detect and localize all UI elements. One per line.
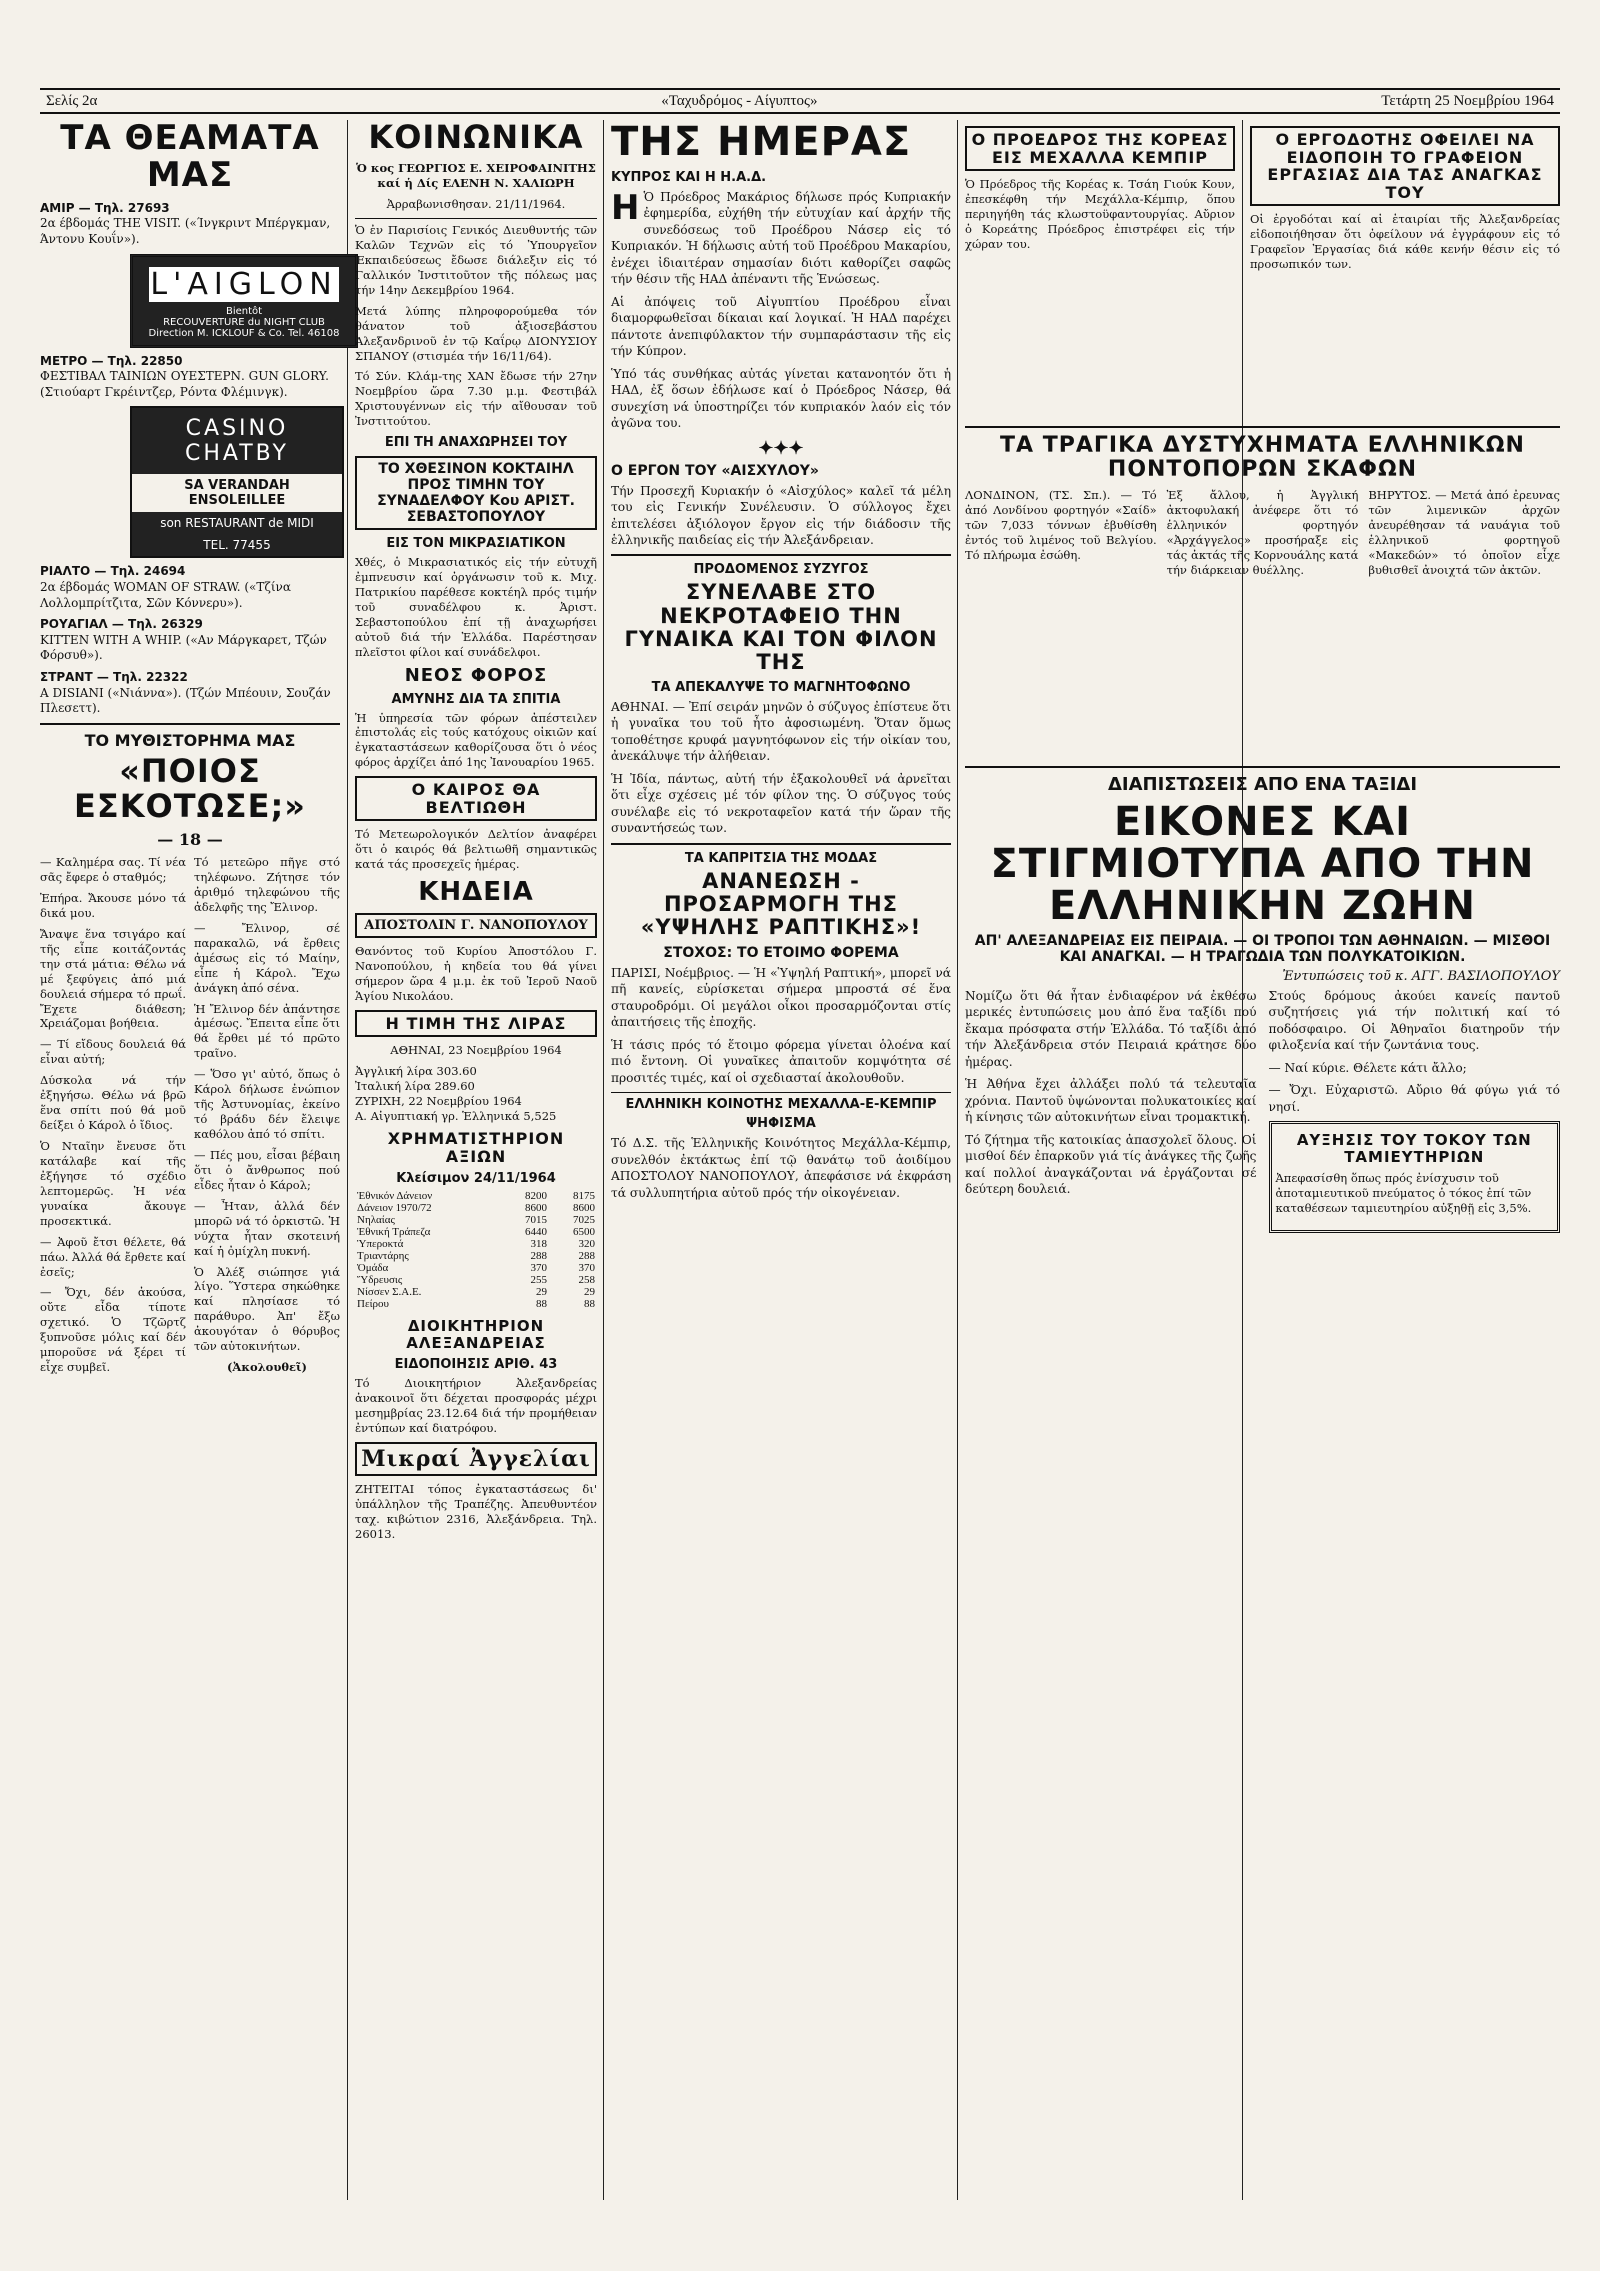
novel-col-right [194, 855, 340, 1381]
exchange-price: 6500 [573, 1226, 595, 1239]
exchange-security: Ὑπεροκτά [357, 1238, 404, 1251]
travel-section [965, 760, 1560, 1239]
wedding-status: Ἀρραβωνισθησαν. 21/11/1964. [386, 197, 566, 212]
exchange-row [355, 1214, 597, 1226]
price-row: Ἀγγλική λίρα 303.60 [355, 1064, 477, 1079]
price-row: Α. Αἰγυπτιακή γρ. Ἑλληνικά 5,525 [355, 1108, 557, 1123]
exchange-security: Δάνειον 1970/72 [357, 1202, 432, 1215]
exchange-price: 6440 [525, 1226, 548, 1239]
weather-head: Ο ΚΑΙΡΟΣ ΘΑ ΒΕΛΤΙΩΘΗ [355, 776, 597, 821]
employer-text: Οἱ ἐργοδόται καί αἱ ἑταιρίαι τῆς Ἀλεξανδρείας εἰδοποιήθησαν ὅτι ὀφείλουν νά ἐγγράφουν εἰς τό Γραφεῖον Ἐργασίας διά κάθε κενήν θέσιν εἰς τό προσωπικόν των. [1250, 212, 1560, 272]
fashion-paragraph: ΠΑΡΙΣΙ, Νοέμβριος. — Ἡ «Ὑψηλή Ραπτική», μπορεῖ νά πῆ κανείς, εὑρίσκεται σήμερα μπροστά σέ ἕνα σταυροδρόμι. Οἱ μεγάλοι οἶκοι προσαρμόζονται στίς ἀπαιτήσεις τῆς ἐποχῆς. [611, 965, 951, 1030]
novel-paragraph: — Τί εἴδους δουλειά θά εἶναι αὐτή; [40, 1037, 186, 1067]
novel-paragraph: Ὁ Ἀλέξ σιώπησε γιά λίγο. Ὕστερα σηκώθηκε καί πλησίασε τό παράθυρο. Ἀπ' ἔξω ἀκουγόταν ὁ θόρυβος τῶν αὐτοκινήτων. [194, 1264, 340, 1354]
travel-kicker: ΔΙΑΠΙΣΤΩΣΕΙΣ ΑΠΟ ΕΝΑ ΤΑΞΙΔΙ [1107, 774, 1418, 795]
price-head: Η ΤΙΜΗ ΤΗΣ ΛΙΡΑΣ [355, 1010, 597, 1038]
betrayed-kicker: ΠΡΟΔΟΜΕΝΟΣ ΣΥΖΥΓΟΣ [693, 562, 869, 578]
aiglon-line: Bientôt [225, 305, 263, 317]
travel-paragraph: Στούς δρόμους ἀκούει κανείς παντοῦ συζητήσεις γιά τήν πολιτική καί τό ποδόσφαιρο. Οἱ Ἀθηναῖοι διατηροῦν τήν φιλοξενία καί τήν ζωντάνια τους. [1268, 989, 1560, 1053]
novel-paragraph: — Ἔλινορ, σέ παρακαλῶ, νά ἔρθεις ἀμέσως εἰς τό Μαίην, εἶπε ἡ Κάρολ. Ἔχω ἀνάγκη ἀπό σένα. [194, 920, 340, 995]
cocktail-title: ΤΟ ΧΘΕΣΙΝΟΝ ΚΟΚΤΑΙΗΛ ΠΡΟΣ ΤΙΜΗΝ ΤΟΥ ΣΥΝΑΔΕΛΦΟΥ Κου ΑΡΙΣΤ. ΣΕΒΑΣΤΟΠΟΥΛΟΥ [355, 456, 597, 530]
exchange-head: ΧΡΗΜΑΤΙΣΤΗΡΙΟΝ ΑΞΙΩΝ [387, 1128, 565, 1166]
cocktail-sub: ΕΙΣ ΤΟΝ ΜΙΚΡΑΣΙΑΤΙΚΟΝ [386, 536, 566, 552]
society-item: Τό Σύν. Κλάμ-της ΧΑΝ ἔδωσε τήν 27ην Νοεμβρίου ὥρα 7.30 μ.μ. Φεστιβάλ Χριστουγέννων εἰς τήν αἴθουσαν τοῦ Ἰνστιτούτου. [355, 369, 597, 429]
travel-col [965, 988, 1257, 1239]
price-row: Ἰταλική λίρα 289.60 [355, 1079, 475, 1094]
drop-cap: Η [611, 188, 640, 228]
novel-paragraph: Ἄναψε ἕνα τσιγάρο καί τῆς εἶπε κοιτάζοντάς την στά μάτια: Θέλω νά μέ ξεφύγεις ἀπό μιά δουλειά σήμερα τό πρωΐ. Ἔχετε διάθεση; Χρειάζομαι βοήθεια. [40, 926, 186, 1031]
classifieds-text: ΖΗΤΕΙΤΑΙ τόπος ἐγκαταστάσεως δι' ὑπάλληλον τῆς Τραπέζης. Ἀπευθυντέον ταχ. κιβώτιον 2316, Ἀλεξάνδρεια. Τηλ. 26013. [355, 1482, 597, 1541]
fashion-paragraph: Ἡ τάσις πρός τό ἕτοιμο φόρεμα γίνεται ὁλοένα καί πιό ἔντονη. Οἱ γυναῖκες ἀπαιτοῦν κομψότητα σέ προσιτές τιμές, καί οἱ σχεδιασταί ἀκολουθοῦν. [611, 1037, 951, 1085]
aiglon-line: Direction M. ICKLOUF & Co. Tel. 46108 [148, 327, 340, 339]
exchange-row [355, 1286, 597, 1298]
exchange-security: Νίσσεν Σ.Α.Ε. [357, 1286, 422, 1299]
divider [965, 766, 1560, 768]
society-title: ΚΟΙΝΩΝΙΚΑ [368, 118, 584, 156]
novel-title: «ΠΟΙΟΣ ΕΣΚΟΤΩΣΕ;» [74, 751, 306, 825]
novel-body [40, 855, 340, 1381]
exchange-row [355, 1298, 597, 1310]
betrayed-title: ΣΥΝΕΛΑΒΕ ΣΤΟ ΝΕΚΡΟΤΑΦΕΙΟ ΤΗΝ ΓΥΝΑΙΚΑ ΚΑΙ ΤΟΝ ΦΙΛΟΝ ΤΗΣ [624, 580, 938, 674]
column-today [611, 120, 951, 1207]
listing-name: ΡΙΑΛΤΟ — Τηλ. 24694 [40, 564, 186, 579]
exchange-row [355, 1274, 597, 1286]
betrayed-paragraph: ΑΘΗΝΑΙ. — Ἐπί σειράν μηνῶν ὁ σύζυγος ἐπίστευε ὅτι ἡ γυναῖκα του τοῦ ἦτο ἀφοσιωμένη. Ὅταν ὅμως τοποθέτησε κρυφά μαγνητόφωνον εἰς τήν οἰκίαν του, ἀνεκάλυψε τήν ἀλήθειαν. [611, 699, 951, 764]
exchange-row [355, 1202, 597, 1214]
novel-paragraph: — Ὄχι, δέν ἀκούσα, οὔτε εἶδα τίποτε σχετικό. Ὁ Τζῶρτζ ξυπνοῦσε μόλις καί δέν μποροῦσε νά ξέρει τί εἶχε συμβεῖ. [40, 1285, 186, 1375]
aeschylus-head: Ο ΕΡΓΟΝ ΤΟΥ «ΑΙΣΧΥΛΟΥ» [611, 462, 819, 479]
travel-sub: ΑΠ' ΑΛΕΞΑΝΔΡΕΙΑΣ ΕΙΣ ΠΕΙΡΑΙΑ. — ΟΙ ΤΡΟΠΟΙ ΤΩΝ ΑΘΗΝΑΙΩΝ. — ΜΙΣΘΟΙ ΚΑΙ ΑΝΑΓΚΑΙ. — Η ΤΡΑΓΩΔΙΑ ΤΩΝ ΠΟΛΥΚΑΤΟΙΚΙΩΝ. [974, 933, 1551, 965]
exchange-table [355, 1190, 597, 1310]
exchange-security: Ὕδρευσις [357, 1274, 403, 1287]
listing-name: ΣΤΡΑΝΤ — Τηλ. 22322 [40, 669, 188, 684]
exchange-price: 29 [584, 1286, 595, 1299]
listing-name: ΑΜΙΡ — Τηλ. 27693 [40, 200, 170, 215]
aiglon-ad [130, 254, 358, 348]
aiglon-line: RECOUVERTURE du NIGHT CLUB [163, 316, 325, 328]
novel-paragraph: Ὁ Νταῖην ἔνευσε ὅτι κατάλαβε καί τῆς ἐξήγησε τό σχέδιο λεπτομερῶς. Ἡ νέα γυναίκα ἄκουγε προσεκτικά. [40, 1139, 186, 1228]
divider [965, 426, 1560, 428]
listing-detail: 2α έβδομάς WOMAN OF STRAW. («Τζίνα Λολλομπρίτζιτα, Σῶν Κόννερυ»). [40, 579, 291, 610]
classifieds-head: Μικραί Ἀγγελίαι [355, 1442, 597, 1476]
weather-text: Τό Μετεωρολογικόν Δελτίον ἀναφέρει ὅτι ὁ καιρός θά βελτιωθῆ σημαντικῶς κατά τάς προσεχεῖς ἡμέρας. [355, 827, 597, 872]
shipwreck-section [965, 420, 1560, 584]
exchange-row [355, 1262, 597, 1274]
funeral-text: Θανόντος τοῦ Κυρίου Ἀποστόλου Γ. Νανοπούλου, ἡ κηδεία του θά γίνει σήμερον ὥρα 4 μ.μ. ἐκ τοῦ Ἱεροῦ Ναοῦ Ἁγίου Νικολάου. [355, 943, 597, 1003]
cyprus-paragraph: Αἱ ἀπόψεις τοῦ Αἰγυπτίου Προέδρου εἶναι διαμορφωθεῖσαι δίκαιαι καί λογικαί. Ἡ ΗΑΔ παρέχει πάντοτε ἀνεπιφύλακτον τήν συμπαράστασιν τῆς εἰς τήν Κύπρον. [611, 294, 951, 359]
court-sub: ΕΙΔΟΠΟΙΗΣΙΣ ΑΡΙΘ. 43 [394, 1357, 558, 1373]
exchange-price: 8200 [525, 1190, 548, 1203]
novel-paragraph: — Ἦταν, ἀλλά δέν μπορῶ νά τό ὁρκιστῶ. Ἡ νύχτα ἦταν σκοτεινή καί ἡ ὀμίχλη πυκνή. [194, 1198, 340, 1258]
price-row: ΖΥΡΙΧΗ, 22 Νοεμβρίου 1964 [355, 1094, 522, 1109]
funeral-head: ΚΗΔΕΙΑ [418, 877, 534, 908]
association-head: ΕΛΛΗΝΙΚΗ ΚΟΙΝΟΤΗΣ ΜΕΧΑΛΛΑ-Ε-ΚΕΜΠΙΡ [625, 1097, 937, 1113]
fashion-title: ΑΝΑΝΕΩΣΗ - ΠΡΟΣΑΡΜΟΓΗ ΤΗΣ «ΥΨΗΛΗΣ ΡΑΠΤΙΚΗΣ»! [640, 868, 922, 939]
novel-paragraph: Ἐπήρα. Ἄκουσε μόνο τά δικά μου. [40, 890, 186, 920]
travel-col [1269, 988, 1561, 1239]
travel-paragraph: — Ναί κύριε. Θέλετε κάτι ἄλλο; [1268, 1060, 1467, 1075]
novel-episode: — 18 — [157, 830, 223, 850]
association-text: Τό Δ.Σ. τῆς Ἑλληνικῆς Κοινότητος Μεχάλλα-Κέμπιρ, συνελθόν ἐκτάκτως ἐπί τῷ θανάτῳ τοῦ ἀοιδίμου ΑΠΟΣΤΟΛΟΥ ΝΑΝΟΠΟΥΛΟΥ, ἀπεφάσισε νά ἐκφράση τά συλλυπητήρια αὐτοῦ πρός τήν οἰκογένειαν. [611, 1136, 951, 1200]
exchange-date: Κλείσιμον 24/11/1964 [396, 1171, 556, 1187]
interest-text: Ἀπεφασίσθη ὅπως πρός ἐνίσχυσιν τοῦ ἀποταμιευτικοῦ πνεύματος ὁ τόκος ἐπί τῶν καταθέσεων ταμιευτηρίου αὐξηθῇ εἰς 3,5%. [1275, 1171, 1532, 1216]
exchange-price: 288 [578, 1250, 595, 1263]
court-head: ΔΙΟΙΚΗΤΗΡΙΟΝ ΑΛΕΞΑΝΔΡΕΙΑΣ [406, 1317, 546, 1352]
travel-body [965, 988, 1560, 1239]
exchange-security: Πείρου [357, 1298, 389, 1311]
novel-continued: (Ἀκολουθεῖ) [226, 1360, 308, 1375]
shipwreck-body [965, 488, 1560, 584]
exchange-price: 288 [530, 1250, 548, 1263]
exchange-row [355, 1250, 597, 1262]
newtax-head: ΝΕΟΣ ΦΟΡΟΣ [404, 664, 548, 686]
today-title: ΤΗΣ ΗΜΕΡΑΣ [611, 119, 912, 165]
exchange-security: Ὁμάδα [357, 1262, 389, 1275]
exchange-row [355, 1238, 597, 1250]
novel-kicker: ΤΟ ΜΥΘΙΣΤΟΡΗΜΑ ΜΑΣ [84, 730, 296, 750]
column-korea [965, 120, 1235, 258]
travel-byline: Ἐντυπώσεις τοῦ κ. ΑΓΓ. ΒΑΣΙΛΟΠΟΥΛΟΥ [1282, 969, 1560, 984]
shipwreck-title: ΤΑ ΤΡΑΓΙΚΑ ΔΥΣΤΥΧΗΜΑΤΑ ΕΛΛΗΝΙΚΩΝ ΠΟΝΤΟΠΟΡΩΝ ΣΚΑΦΩΝ [1000, 433, 1525, 483]
exchange-security: Νηλαίας [357, 1214, 395, 1227]
column-rule [347, 120, 348, 2200]
korea-text: Ὁ Πρόεδρος τῆς Κορέας κ. Τσάη Γιούκ Κουν, ἐπεσκέφθη τήν Μεχάλλα-Κέμπιρ, ὅπου περιηγήθη τάς κλωστοϋφαντουργίας. Αὔριον ὁ Κορεάτης Πρόεδρος ἐπιστρέφει εἰς τήν χώραν του. [965, 177, 1235, 251]
fashion-kicker: ΤΑ ΚΑΠΡΙΤΣΙΑ ΤΗΣ ΜΟΔΑΣ [684, 850, 878, 866]
listing-rialto [40, 564, 340, 611]
exchange-price: 370 [578, 1262, 595, 1275]
shipwreck-paragraph: Ἐξ ἄλλου, ἡ Ἀγγλική ἀκτοφυλακή ἀνέφερε ὅτι τό ἑλληνικόν φορτηγόν «Ἀρχάγγελος» προσήραξε εἰς τάς ἀκτάς τῆς Κορνουάλης κατά τήν διάρκειαν θυέλλης. [1166, 488, 1359, 578]
exchange-price: 370 [530, 1262, 548, 1275]
listing-metro [40, 354, 340, 401]
funeral-name: ΑΠΟΣΤΟΛΙΝ Γ. ΝΑΝΟΠΟΥΛΟΥ [355, 913, 597, 938]
novel-paragraph: — Ὅσο γι' αὐτό, ὅπως ὁ Κάρολ δήλωσε ἐνώπιον τῆς Ἀστυνομίας, ἐκείνο τό βράδυ δέν ἔλειψε καθόλου ἀπό τό σπίτι. [194, 1067, 340, 1141]
listing-name: ΡΟΥΑΓΙΑΛ — Τηλ. 26329 [40, 617, 203, 632]
issue-date: Τετάρτη 25 Νοεμβρίου 1964 [1381, 92, 1554, 109]
novel-paragraph: Τό μετεῶρο πῆγε στό τηλέφωνο. Ζήτησε τόν ἀριθμό τηλεφώνου τῆς ἀδελφῆς της Ἔλινορ. [194, 855, 340, 914]
employer-title: Ο ΕΡΓΟΔΟΤΗΣ ΟΦΕΙΛΕΙ ΝΑ ΕΙΔΟΠΟΙΗ ΤΟ ΓΡΑΦΕΙΟΝ ΕΡΓΑΣΙΑΣ ΔΙΑ ΤΑΣ ΑΝΑΓΚΑΣ ΤΟΥ [1250, 126, 1560, 206]
listing-detail: 2α έβδομάς THE VISIT. («Ίνγκριντ Μπέργκμαν, Άντονυ Κουΐν»). [40, 216, 331, 246]
listing-amir [40, 201, 340, 248]
newtax-text: Ἡ ὑπηρεσία τῶν φόρων ἀπέστειλεν ἐπιστολάς εἰς τούς κατόχους οἰκιῶν καί ἐγκαταστάσεων καθορίζουσα ὅτι ὁ νέος φόρος ἀρχίζει ἀπό 1ης Ἰανουαρίου 1965. [355, 710, 597, 770]
novel-paragraph: Δύσκολα νά τήν ἐξηγήσω. Θέλω νά βρῶ ἕνα σπίτι πού θά μοῦ δείξει ὁ Κάρολ ὁ ἴδιος. [40, 1073, 186, 1133]
novel-paragraph: — Ἀφοῦ ἔτσι θέλετε, θά πάω. Ἀλλά θά ἔρθετε καί ἐσεῖς; [40, 1234, 186, 1279]
listing-name: ΜΕΤΡΟ — Τηλ. 22850 [40, 353, 183, 368]
casino-line: son RESTAURANT de MIDI [132, 512, 342, 534]
cyprus-paragraph: Ὁ Πρόεδρος Μακάριος δήλωσε πρός Κυπριακήν ἐφημερίδα, εὐχήθη τήν εὐτυχίαν καί ἀρχήν τῆς συνεδόσεως τοῦ Προέδρου Νάσερ εἰς τό Κυπριακόν. Ἡ δήλωσις αὐτή τοῦ Προέδρου Μακαρίου, ἐνέχει ἰδιαιτέραν σημασίαν διότι καθορίζει σαφῶς τήν θέσιν τῆς ΗΑΔ ἀπέναντι τῆς Ἑνώσεως. [611, 190, 951, 287]
shipwreck-paragraph: ΛΟΝΔΙΝΟΝ, (ΤΣ. Σπ.). — Τό ἀπό Λονδίνου φορτηγόν «Σαίδ» τῶν 7,033 τόννων ἐβυθίσθη ἐντός τοῦ λιμένος τοῦ Βελγίου. Τό πλήρωμα ἐσώθη. [965, 488, 1157, 563]
divider [40, 723, 340, 725]
society-item: Ὁ ἐν Παρισίοις Γενικός Διευθυντής τῶν Καλῶν Τεχνῶν εἰς τό Ὑπουργεῖον Ἐκπαιδεύσεως ἔδωσε διάλεξιν εἰς τό Γαλλικόν Ἰνστιτοῦτον τῆς πόλεως μας τήν 14ην Δεκεμβρίου 1964. [355, 223, 597, 297]
exchange-security: Ἐθνική Τράπεζα [357, 1226, 431, 1239]
travel-paragraph: Ἡ Ἀθήνα ἔχει ἀλλάξει πολύ τά τελευταῖα χρόνια. Παντοῦ ὑψώνονται πολυκατοικίες καί ἡ κίνησις τῶν αὐτοκινήτων εἶναι τρομακτική. [965, 1077, 1257, 1125]
divider [355, 218, 597, 219]
exchange-price: 88 [536, 1298, 548, 1311]
cyprus-paragraph: Ὑπό τάς συνθήκας αὐτάς γίνεται κατανοητόν ὅτι ἡ ΗΑΔ, ἐξ ὅσων ἐδήλωσε καί ὁ Πρόεδρος Νάσερ, θά συνεχίση νά ὑποστηρίζει τόν κυπριακόν λαόν εἰς τόν ἀγῶνα του. [611, 366, 951, 431]
listing-royal [40, 617, 340, 664]
novel-paragraph: — Πές μου, εἶσαι βέβαιη ὅτι ὁ ἄνθρωπος πού εἶδες ἦταν ὁ Κάρολ; [194, 1147, 340, 1192]
exchange-price: 258 [578, 1274, 595, 1287]
exchange-price: 318 [530, 1238, 548, 1251]
interest-title: ΑΥΞΗΣΙΣ ΤΟΥ ΤΟΚΟΥ ΤΩΝ ΤΑΜΙΕΥΤΗΡΙΩΝ [1296, 1131, 1532, 1166]
exchange-price: 320 [578, 1238, 595, 1251]
theatres-title: ΤΑ ΘΕΑΜΑΤΑ ΜΑΣ [60, 118, 320, 196]
cocktail-text: Χθές, ὁ Μικρασιατικός εἰς τήν εὐτυχῆ ἐμπνευσιν καί ὀργάνωσιν τοῦ κ. Μιχ. Πατρικίου παρέθεσε κοκτέηλ πρός τιμήν τοῦ συναδέλφου κ. Ἀριστ. Σεβαστοπούλου ἐπί τῇ ἀναχωρήσει αὐτοῦ διά τήν Ἑλλάδα. Παρέστησαν πλεῖστοι φίλοι καί συνάδελφοι. [355, 555, 597, 659]
exchange-price: 255 [530, 1274, 548, 1287]
travel-paragraph: Τό ζήτημα τῆς κατοικίας ἀπασχολεῖ ὅλους. Οἱ μισθοί δέν ἐπαρκοῦν γιά τίς ἀνάγκες τῆς ζωῆς καί πολλοί ἀναγκάζονται νά ἐργάζονται σέ δεύτερη δουλειά. [965, 1132, 1257, 1197]
column-society [355, 120, 597, 1548]
ornament-icon: ✦✦✦ [758, 437, 804, 459]
listing-strand [40, 670, 340, 717]
travel-paragraph: — Ὄχι. Εὐχαριστῶ. Αὔριο θά φύγω γιά τό νησί. [1268, 1083, 1560, 1114]
divider [611, 554, 951, 556]
masthead [40, 88, 1560, 114]
listing-detail: KITTEN WITH A WHIP. («Αν Μάργκαρετ, Τζών Φόρσυθ»). [40, 632, 327, 663]
casino-chatby-ad [130, 406, 344, 558]
exchange-price: 8175 [573, 1190, 595, 1203]
exchange-row [355, 1190, 597, 1202]
listing-detail: ΦΕΣΤΙΒΑΛ ΤΑΙΝΙΩΝ ΟΥΕΣΤΕΡΝ. GUN GLORY. (Στιούαρτ Γκρέιντζερ, Ρόντα Φλέμινγκ). [40, 369, 329, 399]
column-rule [957, 120, 958, 2200]
column-employer [1250, 120, 1560, 278]
shipwreck-paragraph: ΒΗΡΥΤΟΣ. — Μετά ἀπό ἐρευνας τῶν λιμενικῶν ἀρχῶν ἀνευρέθησαν τά ναυάγια τοῦ ἑλληνικοῦ φορτηγοῦ «Μακεδών» τό ὁποῖον εἶχε βυθισθεῖ ἀνοιχτά τῶν ἀκτῶν. [1368, 488, 1561, 578]
page-number: Σελίς 2α [46, 92, 98, 109]
fashion-sub: ΣΤΟΧΟΣ: ΤΟ ΕΤΟΙΜΟ ΦΟΡΕΜΑ [663, 944, 899, 961]
travel-title: ΕΙΚΟΝΕΣ ΚΑΙ ΣΤΙΓΜΙΟΤΥΠΑ ΑΠΟ ΤΗΝ ΕΛΛΗΝΙΚΗΝ ΖΩΗΝ [990, 799, 1535, 929]
wedding-names: Ὁ κος ΓΕΩΡΓΙΟΣ Ε. ΧΕΙΡΟΦΑΙΝΙΤΗΣ καί ἡ Δίς ΕΛΕΝΗ Ν. ΧΑΛΙΩΡΗ [356, 161, 596, 191]
cyprus-head: ΚΥΠΡΟΣ ΚΑΙ Η Η.Α.Δ. [611, 170, 767, 185]
society-item: Μετά λύπης πληροφορούμεθα τόν θάνατον τοῦ ἀξιοσεβάστου Ἀλεξανδρινοῦ ἐν τῷ Καΐρῳ ΔΙΟΝΥΣΙΟΥ ΣΠΑΝΟΥ (στισμέα τήν 16/11/64). [355, 303, 597, 363]
novel-paragraph: — Καλημέρα σας. Τί νέα σᾶς ἔφερε ὁ σταθμός; [40, 855, 186, 884]
novel-paragraph: Ἡ Ἔλινορ δέν ἀπάντησε ἀμέσως. Ἔπειτα εἶπε ὅτι θά ἔρθει μέ τό πρῶτο τραῖνο. [194, 1001, 340, 1061]
court-text: Τό Διοικητήριον Ἀλεξανδρείας ἀνακοινοῖ ὅτι δέχεται προσφοράς μέχρι μεσημβρίας 23.12.64 διά τήν προμήθειαν ἐντύπων καί διατρόφου. [355, 1376, 597, 1435]
column-theatres-novel [40, 120, 340, 1381]
exchange-row [355, 1226, 597, 1238]
listing-detail: A DISIANI («Νιάννα»). (Τζών Μπέουιν, Σουζάν Πλεσεττ). [40, 685, 331, 716]
exchange-price: 8600 [525, 1202, 548, 1215]
betrayed-sub: ΤΑ ΑΠΕΚΑΛΥΨΕ ΤΟ ΜΑΓΝΗΤΟΦΩΝΟ [651, 679, 911, 695]
novel-col-left [40, 855, 186, 1381]
price-date: ΑΘΗΝΑΙ, 23 Νοεμβρίου 1964 [390, 1043, 562, 1058]
exchange-price: 7015 [525, 1214, 548, 1227]
divider [611, 1092, 951, 1093]
exchange-price: 8600 [573, 1202, 595, 1215]
exchange-price: 29 [536, 1286, 548, 1299]
casino-line: TEL. 77455 [132, 534, 342, 556]
return-head: ΕΠΙ ΤΗ ΑΝΑΧΩΡΗΣΕΙ ΤΟΥ [384, 435, 568, 451]
interest-box [1269, 1121, 1561, 1233]
paper-name: «Ταχυδρόμος - Αίγυπτος» [661, 92, 818, 109]
travel-paragraph: Νομίζω ὅτι θά ἦταν ἐνδιαφέρον νά ἐκθέσω μερικές ἐντυπώσεις μου ἀπό ἕνα ταξίδι πού ἔκαμα πρόσφατα στήν Ἑλλάδα. Τό ταξίδι ἀπό τήν Ἀλεξάνδρεια στόν Πειραιά κράτησε δύο ἡμέρας. [965, 989, 1257, 1069]
newtax-sub: ΑΜΥΝΗΣ ΔΙΑ ΤΑ ΣΠΙΤΙΑ [391, 691, 561, 707]
casino-name: CASINO CHATBY [132, 408, 342, 474]
aiglon-name: L'AIGLON [150, 266, 338, 302]
association-sub: ΨΗΦΙΣΜΑ [746, 1116, 816, 1132]
exchange-security: Τριαντάρης [357, 1250, 409, 1263]
exchange-price: 7025 [573, 1214, 595, 1227]
column-rule [603, 120, 604, 2200]
divider [611, 843, 951, 845]
casino-line: SA VERANDAH ENSOLEILLEE [184, 478, 290, 509]
exchange-price: 88 [584, 1298, 595, 1311]
korea-title: Ο ΠΡΟΕΔΡΟΣ ΤΗΣ ΚΟΡΕΑΣ ΕΙΣ ΜΕΧΑΛΛΑ ΚΕΜΠΙΡ [965, 126, 1235, 171]
aeschylus-text: Τήν Προσεχῆ Κυριακήν ὁ «Αἰσχύλος» καλεῖ τά μέλη του εἰς Γενικήν Συνέλευσιν. Ὁ σύλλογος ἔχει ἐπιτελέσει ἀξιόλογον ἔργον εἰς τήν διάδοσιν τῆς ἑλληνικῆς παιδείας εἰς τήν Ἀλεξάνδρειαν. [611, 483, 951, 547]
betrayed-paragraph: Ἡ Ἰδία, πάντως, αὐτή τήν ἐξακολουθεῖ νά ἀρνεῖται ὅτι εἶχε σχέσεις μέ τόν φίλον της. Ὁ σύζυγος τούς συνέλαβε εἰς τό νεκροταφεῖον κατά τήν ὥραν τῆς συναντήσεώς των. [611, 771, 951, 836]
exchange-security: Ἐθνικόν Δάνειον [357, 1190, 433, 1203]
